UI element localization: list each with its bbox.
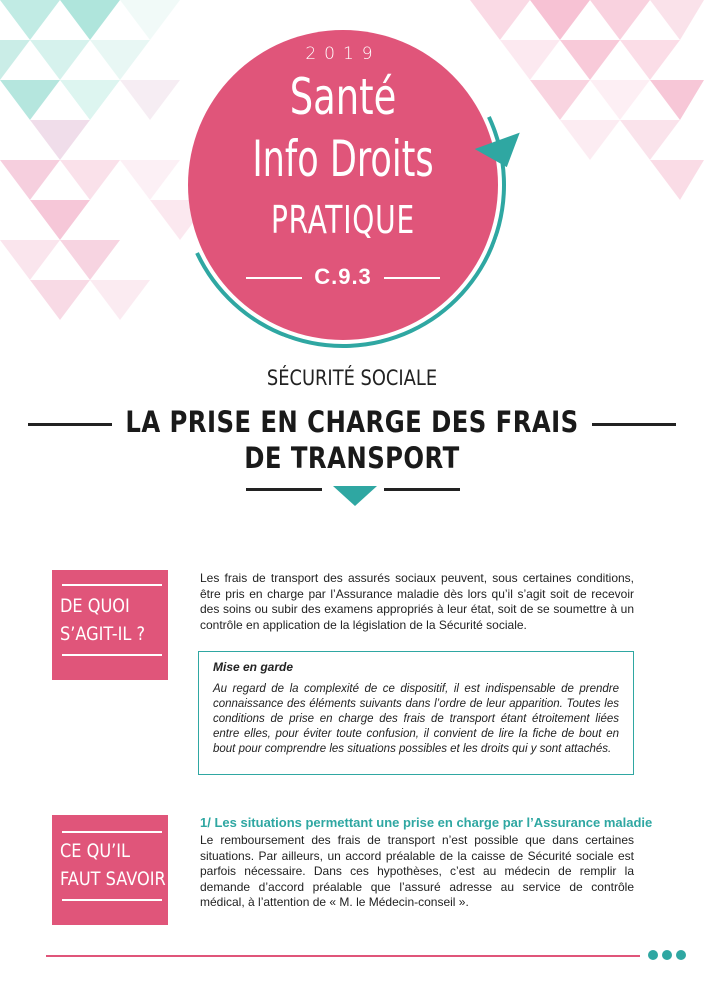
title-line-1: Santé (289, 68, 397, 126)
section1-label-line-bottom (62, 654, 162, 656)
section2-label-box (52, 815, 168, 925)
title-underline-left (246, 488, 322, 491)
main-title-line-2: DE TRANSPORT (244, 441, 460, 475)
section2-label-line-2: FAUT SAVOIR (60, 868, 166, 890)
section2-paragraph: Le remboursement des frais de transport n’est possible que dans certaines situations. Par ailleurs, un accord préalable de la caisse de Sécurité sociale est parfois nécessaire. Dans ces hypothèses, c’est au médecin de remplir la demande d’accord préalable que l’assuré adresse au service de contrôle médical, à l’attention de « M. le Médecin-conseil ». (200, 833, 634, 909)
section2-label-line-1: CE QU’IL (60, 840, 131, 862)
section2-subtitle: 1/ Les situations permettant une prise en charge par l’Assurance maladie (200, 815, 653, 830)
footer-line (46, 955, 640, 957)
section1-label-line-2: S’AGIT-IL ? (60, 623, 146, 645)
section1-paragraph: Les frais de transport des assurés sociaux peuvent, sous certaines conditions, être pris en charge par l’Assurance maladie dès lors qu’il s’agit soit de recevoir des soins ou subir des examens appropriés à leur état, soit de se soumettre à un contrôle en application de la législation de la Sécurité sociale. (200, 571, 634, 632)
title-line-3: PRATIQUE (270, 198, 416, 242)
section1-label-line-top (62, 584, 162, 586)
section1-label-line-1: DE QUOI (60, 595, 130, 617)
section2-label-line-bottom (62, 899, 162, 901)
title-line-2: Info Droits (252, 130, 434, 188)
year-label: 2019 (305, 44, 381, 64)
main-title-line-1: LA PRISE EN CHARGE DES FRAIS (125, 405, 579, 439)
category-label: SÉCURITÉ SOCIALE (266, 366, 438, 390)
footer-dot-3 (676, 950, 686, 960)
title-underline-right (384, 488, 460, 491)
header-circle (188, 30, 498, 340)
code-line-left (246, 277, 302, 279)
warning-body: Au regard de la complexité de ce dispositif, il est indispensable de prendre connaissance des éléments suivants dans l’ordre de leur apparition. Toutes les conditions de prise en charge des frais de transport étant étroitement liées entre elles, pour éviter toute confusion, il convient de lire la fiche de bout en bout pour comprendre les situations possibles et les droits qui y sont attachés. (213, 683, 619, 755)
fiche-code: C.9.3 (314, 264, 372, 289)
section2-label-line-top (62, 831, 162, 833)
code-row (188, 262, 498, 292)
main-title (56, 404, 647, 476)
footer-dot-2 (662, 950, 672, 960)
down-triangle-icon (333, 486, 377, 506)
warning-title: Mise en garde (213, 660, 294, 674)
code-line-right (384, 277, 440, 279)
section1-label-box (52, 570, 168, 680)
footer-dot-1 (648, 950, 658, 960)
warning-box (198, 651, 634, 775)
